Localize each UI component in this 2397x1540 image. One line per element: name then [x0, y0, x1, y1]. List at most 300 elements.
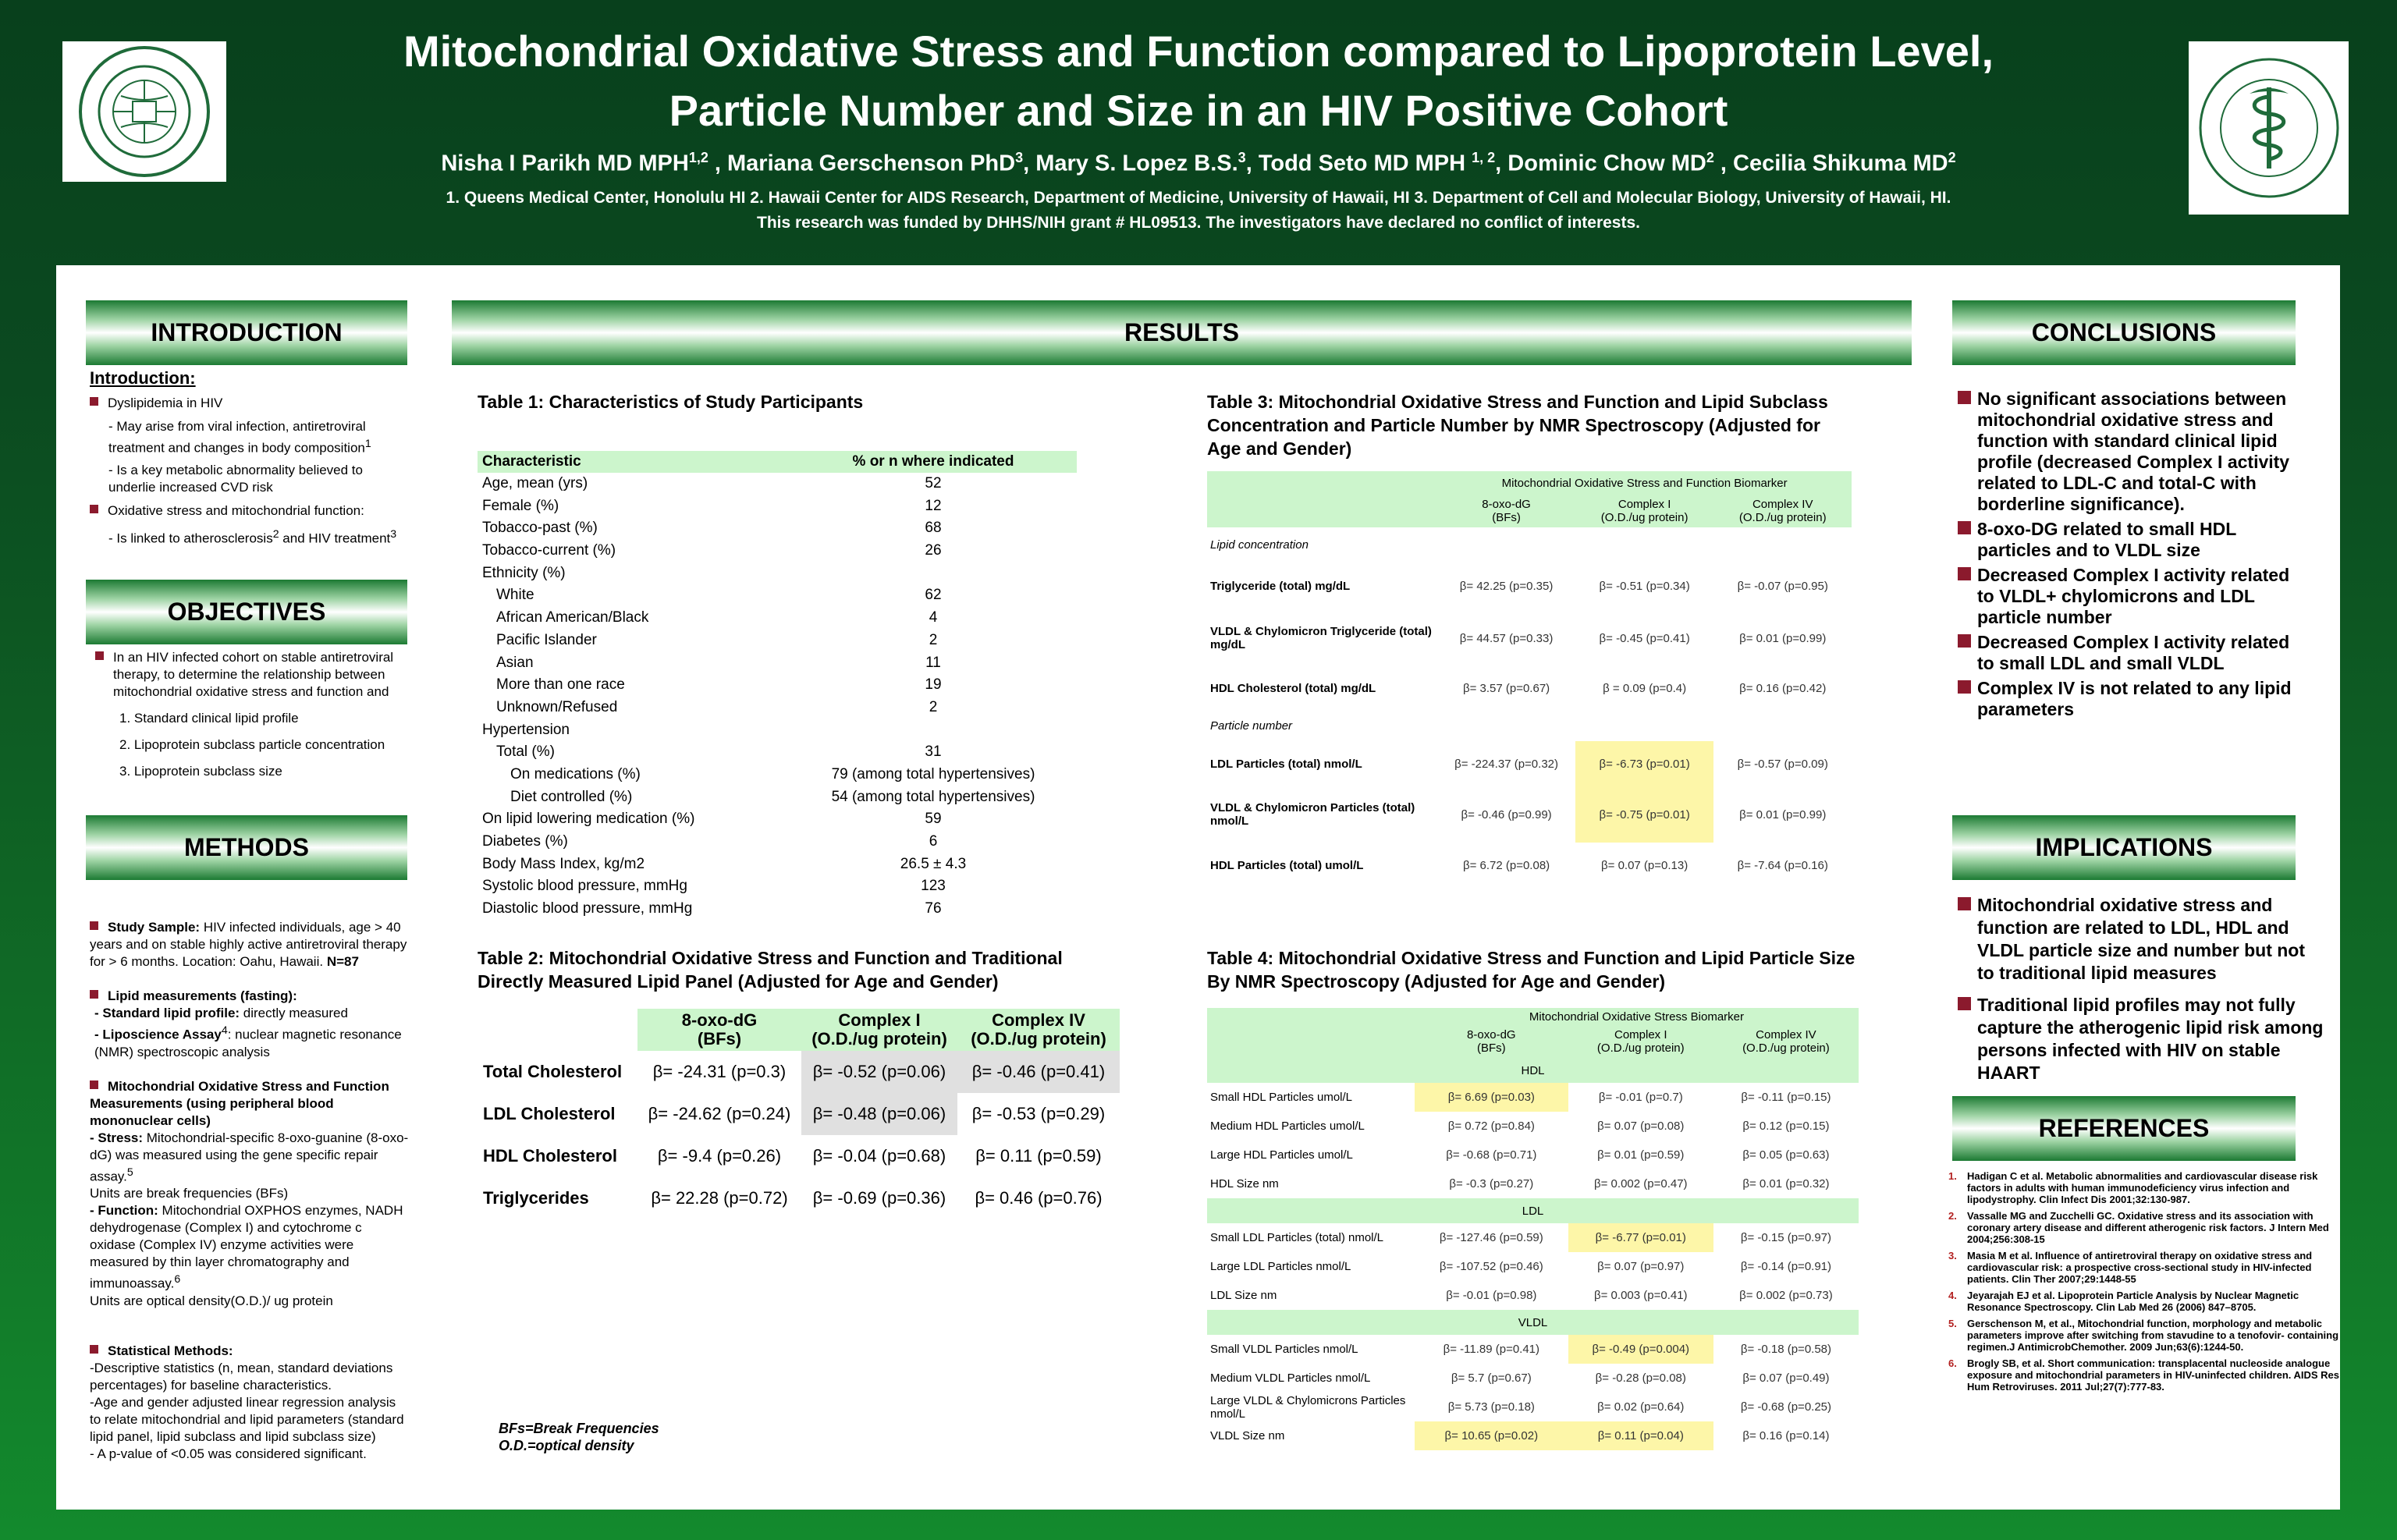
- table4-cell: β= 0.002 (p=0.47): [1594, 1177, 1688, 1190]
- intro-sub-1: - May arise from viral infection, antiretroviral treatment and changes in body composition: [108, 419, 366, 456]
- table3-cell: β= -0.46 (p=0.99): [1461, 807, 1552, 821]
- table1-label: Age, mean (yrs): [482, 475, 588, 491]
- header-line: (O.D./ug protein): [1596, 1041, 1685, 1055]
- table4-cell: β= 5.7 (p=0.67): [1451, 1371, 1532, 1385]
- bullet-icon: [1958, 634, 1971, 648]
- table3-cell: β= 0.01 (p=0.99): [1739, 807, 1827, 821]
- bullet-icon: [95, 651, 104, 660]
- table3-cell: β = 0.09 (p=0.4): [1603, 681, 1687, 695]
- table3-title-line: Table 3: Mitochondrial Oxidative Stress and Function and Lipid Subclass: [1207, 392, 1828, 412]
- bullet-icon: [90, 1345, 98, 1354]
- table2-cell: β= -24.31 (p=0.3): [652, 1062, 787, 1081]
- table1-label: Systolic blood pressure, mmHg: [482, 878, 687, 895]
- conclusion-item: [1958, 678, 2301, 720]
- table2-header-row: [474, 1009, 1120, 1051]
- table4-row: [1207, 1252, 1859, 1281]
- table1: [478, 451, 1077, 921]
- intro-bullet-1: Dyslipidemia in HIV: [108, 396, 223, 410]
- table1-row: [478, 898, 1077, 921]
- implication-item-text: Mitochondrial oxidative stress and function are related to LDL, HDL and VLDL particle size and number but not to traditional lipid measures: [1977, 895, 2306, 983]
- table4-row-label: Large HDL Particles umol/L: [1210, 1148, 1353, 1162]
- methods-lipid-b-label: - Liposcience Assay: [94, 1027, 222, 1042]
- bullet-icon: [1958, 997, 1971, 1010]
- author-name: Mary S. Lopez B.S.: [1035, 151, 1238, 176]
- table3-group-label: Lipid concentration: [1210, 538, 1309, 552]
- header-line: (O.D./ug protein): [1600, 511, 1689, 524]
- table4-title-line: Table 4: Mitochondrial Oxidative Stress and Function and Lipid Particle Size: [1207, 948, 1855, 968]
- table1-value: 54 (among total hypertensives): [831, 788, 1035, 805]
- table1-value: 26: [925, 542, 942, 559]
- table1-row: [478, 697, 1077, 719]
- table1-row: [478, 630, 1077, 652]
- table4-cell: β= 0.05 (p=0.63): [1742, 1148, 1830, 1162]
- table3-cell: β= 6.72 (p=0.08): [1462, 858, 1550, 872]
- header-line: (O.D./ug protein): [1742, 1041, 1830, 1055]
- poster-title: [234, 22, 2163, 140]
- table1-value: 6: [929, 833, 938, 850]
- table3-title: [1207, 390, 1828, 460]
- table1-value: 76: [925, 900, 942, 917]
- bullet-icon: [90, 505, 98, 513]
- intro-sub-3a: - Is linked to atherosclerosis: [108, 530, 273, 546]
- table3-cell: β= -6.73 (p=0.01): [1575, 741, 1714, 786]
- table4-cell: β= 6.69 (p=0.03): [1415, 1083, 1568, 1112]
- intro-bullet-2: Oxidative stress and mitochondrial function:: [108, 502, 364, 518]
- funding-text: This research was funded by DHHS/NIH grant # HL09513. The investigators have declared no conflict of interests.: [757, 214, 1640, 232]
- table1-row: [478, 495, 1077, 518]
- table3-col-header: [1437, 495, 1575, 527]
- author-name: Cecilia Shikuma MD: [1733, 151, 1948, 176]
- methods-stats-line: -Age and gender adjusted linear regression analysis to relate mitochondrial and lipid parameters (standard lipid panel, lipid subclass and lipid subclass size): [90, 1394, 404, 1444]
- table2-row: [474, 1093, 1120, 1135]
- table2-row-label: HDL Cholesterol: [483, 1146, 617, 1166]
- table4-col-header: [1568, 1025, 1713, 1058]
- conclusion-item-text: Complex IV is not related to any lipid parameters: [1977, 678, 2292, 719]
- implications-header: IMPLICATIONS: [1952, 815, 2296, 880]
- author-affiliation-sup: 1,2: [688, 150, 708, 165]
- header-line: 8-oxo-dG: [1482, 498, 1531, 511]
- table1-row: [478, 652, 1077, 675]
- table1-label: Diabetes (%): [482, 833, 568, 850]
- conclusions-list: [1958, 389, 2301, 724]
- reference-number: 4.: [1948, 1290, 1957, 1301]
- table4-cell: β= 0.72 (p=0.84): [1447, 1120, 1535, 1133]
- table3-row: [1207, 666, 1852, 710]
- table2-cell: β= -24.62 (p=0.24): [648, 1104, 791, 1123]
- table4-row: [1207, 1169, 1859, 1198]
- conclusion-item-text: Decreased Complex I activity related to VLDL+ chylomicrons and LDL particle number: [1977, 565, 2290, 627]
- table4-row-label: Small HDL Particles umol/L: [1210, 1091, 1352, 1104]
- objective-item: 1. Standard clinical lipid profile: [119, 711, 299, 726]
- poster-body: [56, 265, 2340, 1510]
- table2: [474, 1009, 1120, 1219]
- table1-value: 52: [925, 475, 942, 491]
- conclusion-item: [1958, 565, 2301, 628]
- header-line: Complex I: [1614, 1028, 1667, 1041]
- reference-number: 6.: [1948, 1357, 1957, 1369]
- table1-value: 4: [929, 609, 938, 626]
- table2-row: [474, 1177, 1120, 1219]
- header-line: 8-oxo-dG: [1467, 1028, 1516, 1041]
- header-line: Complex IV: [1756, 1028, 1816, 1041]
- table1-row: [478, 584, 1077, 607]
- table3-cell: β= -0.57 (p=0.09): [1737, 757, 1828, 771]
- bullet-icon: [1958, 567, 1971, 580]
- table2-corner: [474, 1009, 637, 1051]
- bullet-icon: [90, 1080, 98, 1089]
- table4-cell: β= 0.003 (p=0.41): [1594, 1289, 1688, 1302]
- implication-item-text: Traditional lipid profiles may not fully capture the atherogenic lipid risk among persons infected with HIV on stable HAART: [1977, 995, 2324, 1083]
- author-name: Todd Seto MD MPH: [1258, 151, 1472, 176]
- table3-group-label: Particle number: [1210, 719, 1293, 733]
- table1-header-row: [478, 451, 1077, 473]
- bullet-icon: [1958, 680, 1971, 694]
- table2-cell: β= 0.11 (p=0.59): [975, 1146, 1102, 1166]
- footnote-bf: BFs=Break Frequencies: [499, 1421, 659, 1436]
- implication-item: [1958, 894, 2324, 985]
- table1-row: [478, 786, 1077, 809]
- table4-cell: β= 5.73 (p=0.18): [1447, 1400, 1535, 1414]
- table3-cell: β= 42.25 (p=0.35): [1459, 579, 1554, 593]
- table1-row: [478, 540, 1077, 562]
- table4-group-label: VLDL: [1207, 1310, 1859, 1335]
- header-line: Complex IV: [1752, 498, 1813, 511]
- reference-text: Vassalle MG and Zucchelli GC. Oxidative stress and its association with coronary artery disease and different atherogenic risk factors. J Intern Med 2004;256:308-15: [1967, 1210, 2329, 1245]
- references-list: [1948, 1170, 2342, 1397]
- table4-cell: β= -0.15 (p=0.97): [1740, 1231, 1832, 1244]
- bullet-icon: [90, 397, 98, 406]
- author-affiliation-sup: 3: [1015, 150, 1024, 165]
- table4-row: [1207, 1421, 1859, 1450]
- methods-stress-label: - Stress:: [90, 1130, 144, 1145]
- author-separator: ,: [1713, 151, 1734, 176]
- table4-row: [1207, 1281, 1859, 1310]
- table1-label: Tobacco-past (%): [482, 520, 598, 537]
- methods-study-text: HIV infected individuals, age > 40 years and on stable highly active antiretroviral therapy for > 6 months. Location: Oahu, Hawaii.: [90, 920, 407, 969]
- table1-value: 2: [929, 698, 938, 715]
- table3-row: [1207, 786, 1852, 843]
- reference-text: Hadigan C et al. Metabolic abnormalities and cardiovascular disease risk factors in adults with human immunodeficiency virus infection and lipodystrophy. Clin Infect Dis 2001;32:130-987.: [1967, 1170, 2318, 1205]
- table1-label: Body Mass Index, kg/m2: [482, 855, 645, 872]
- table3-cell: β= 44.57 (p=0.33): [1459, 631, 1554, 645]
- author-name: Nisha I Parikh MD MPH: [441, 151, 689, 176]
- reference-item: [1948, 1290, 2342, 1313]
- table1-row: [478, 853, 1077, 876]
- table4-row-label: Small VLDL Particles nmol/L: [1210, 1343, 1358, 1356]
- table4-row: [1207, 1083, 1859, 1112]
- bullet-icon: [1958, 521, 1971, 534]
- table3-group-row: [1207, 527, 1852, 562]
- footnote-od: O.D.=optical density: [499, 1438, 634, 1453]
- table3-colheader-row: [1207, 495, 1852, 527]
- table1-row: [478, 517, 1077, 540]
- reference-number: 1.: [1948, 1170, 1957, 1182]
- table4-title: [1207, 946, 1855, 993]
- methods-lipid-a-text: directly measured: [240, 1006, 348, 1020]
- table4-cell: β= 0.01 (p=0.59): [1597, 1148, 1685, 1162]
- author-affiliation-sup: 2: [1706, 150, 1714, 165]
- table3-cell: β= -7.64 (p=0.16): [1737, 858, 1828, 872]
- table1-label: Hypertension: [482, 721, 570, 738]
- table1-row: [478, 831, 1077, 853]
- table2-title: [478, 946, 1063, 993]
- table3-cell: β= -224.37 (p=0.32): [1454, 757, 1558, 771]
- conclusion-item-text: No significant associations between mitochondrial oxidative stress and function with standard clinical lipid profile (decreased Complex I activity related to LDL-C and total-C with borderline significance).: [1977, 389, 2290, 514]
- table2-col-complex1: [801, 1009, 957, 1051]
- table3-cell: β= -0.75 (p=0.01): [1575, 786, 1714, 843]
- table-corner: [1207, 495, 1437, 527]
- table3-cell: β= -0.45 (p=0.41): [1599, 631, 1690, 645]
- table1-label: African American/Black: [496, 609, 649, 626]
- intro-sub-3b: and HIV treatment: [279, 530, 391, 546]
- author-separator: ,: [1023, 151, 1036, 176]
- table1-value: 26.5 ± 4.3: [900, 855, 967, 872]
- table1-value: 79 (among total hypertensives): [831, 765, 1035, 782]
- table2-col-8oxodg: [637, 1009, 801, 1051]
- methods-lipid-a-label: - Standard lipid profile:: [94, 1006, 240, 1020]
- table1-label: White: [496, 587, 534, 604]
- objective-item: 3. Lipoprotein subclass size: [119, 764, 282, 779]
- table2-cell: β= -0.69 (p=0.36): [812, 1188, 946, 1208]
- table2-cell: β= -0.04 (p=0.68): [812, 1146, 946, 1166]
- table4-cell: β= -0.68 (p=0.71): [1446, 1148, 1537, 1162]
- table1-value: 68: [925, 520, 942, 537]
- conclusion-item-text: 8-oxo-DG related to small HDL particles and to VLDL size: [1977, 519, 2236, 560]
- table1-row: [478, 875, 1077, 898]
- table2-row: [474, 1135, 1120, 1177]
- author-separator: ,: [1495, 151, 1508, 176]
- table1-label: On medications (%): [510, 765, 641, 782]
- table2-cell: β= 0.46 (p=0.76): [975, 1188, 1103, 1208]
- header-line: (O.D./ug protein): [971, 1029, 1106, 1049]
- table4-cell: β= -0.18 (p=0.58): [1740, 1343, 1832, 1356]
- table1-row: [478, 741, 1077, 764]
- table4-cell: β= -127.46 (p=0.59): [1439, 1231, 1543, 1244]
- reference-text: Brogly SB, et al. Short communication: transplacental nucleoside analogue exposure and mitochondrial parameters in HIV-uninfected children. AIDS Res Hum Retroviruses. 2011 Jul;27(7):777-83.: [1967, 1357, 2340, 1393]
- table1-value: [790, 562, 1077, 585]
- table3-row: [1207, 843, 1852, 888]
- author-affiliation-sup: 2: [1948, 150, 1956, 165]
- table2-cell: β= -0.52 (p=0.06): [801, 1051, 957, 1093]
- introduction-text: [90, 370, 402, 547]
- table4-cell: β= 0.07 (p=0.49): [1742, 1371, 1830, 1385]
- table4-row: [1207, 1141, 1859, 1169]
- reference-item: [1948, 1357, 2342, 1393]
- table4-group-label: HDL: [1207, 1058, 1859, 1083]
- table1-row: [478, 674, 1077, 697]
- introduction-header: INTRODUCTION: [86, 300, 407, 365]
- table4-col-header: [1415, 1025, 1568, 1058]
- table4-cell: β= -0.3 (p=0.27): [1449, 1177, 1534, 1190]
- table1-label: Tobacco-current (%): [482, 542, 616, 559]
- table3-row: [1207, 610, 1852, 666]
- reference-number: 5.: [1948, 1318, 1957, 1329]
- header-line: Complex IV: [992, 1010, 1085, 1030]
- table1-value: 19: [925, 676, 942, 694]
- table1-label: More than one race: [496, 676, 625, 694]
- table4-cell: β= -0.01 (p=0.7): [1598, 1091, 1683, 1104]
- table3-cell: β= 0.07 (p=0.13): [1601, 858, 1689, 872]
- methods-text: [90, 919, 410, 1463]
- table4-cell: β= -0.14 (p=0.91): [1740, 1260, 1832, 1273]
- intro-sup: 3: [390, 527, 397, 541]
- table3-row-label: HDL Cholesterol (total) mg/dL: [1210, 681, 1376, 695]
- table4-row-label: Small LDL Particles (total) nmol/L: [1210, 1231, 1384, 1244]
- table1-value: 62: [925, 587, 942, 604]
- table4-title-line: By NMR Spectroscopy (Adjusted for Age and Gender): [1207, 971, 1665, 992]
- header-line: (O.D./ug protein): [1738, 511, 1827, 524]
- header-line: Complex I: [838, 1010, 921, 1030]
- bullet-icon: [1958, 391, 1971, 404]
- table1-label: Unknown/Refused: [496, 698, 618, 715]
- table1-label: On lipid lowering medication (%): [482, 811, 695, 828]
- table4-cell: β= 0.01 (p=0.32): [1742, 1177, 1830, 1190]
- methods-sup: 4: [221, 1024, 228, 1037]
- author-name: Mariana Gerschenson PhD: [727, 151, 1016, 176]
- methods-lipid-label: Lipid measurements (fasting):: [108, 988, 297, 1003]
- table1-label: Female (%): [482, 497, 559, 514]
- table2-title-line: Table 2: Mitochondrial Oxidative Stress and Function and Traditional: [478, 948, 1063, 968]
- table1-col-value: % or n where indicated: [852, 453, 1014, 470]
- conclusion-item: [1958, 632, 2301, 674]
- reference-item: [1948, 1250, 2342, 1285]
- table1-col-characteristic: Characteristic: [482, 453, 581, 470]
- table1-value: 31: [925, 743, 942, 761]
- table3-row-label: HDL Particles (total) umol/L: [1210, 858, 1364, 872]
- bullet-icon: [90, 921, 98, 930]
- conclusions-header: CONCLUSIONS: [1952, 300, 2296, 365]
- table3-cell: β= -0.51 (p=0.34): [1599, 579, 1690, 593]
- table1-value: 11: [925, 654, 941, 671]
- table4-cell: β= -107.52 (p=0.46): [1439, 1260, 1543, 1273]
- header-line: 8-oxo-dG: [681, 1010, 758, 1030]
- table3-group-row: [1207, 710, 1852, 741]
- table4-cell: β= -0.28 (p=0.08): [1595, 1371, 1686, 1385]
- reference-item: [1948, 1170, 2342, 1205]
- methods-study-label: Study Sample:: [108, 920, 201, 935]
- table2-row-label: Total Cholesterol: [483, 1062, 623, 1081]
- reference-text: Masia M et al. Influence of antiretroviral therapy on oxidative stress and cardiovascular risk: a prospective cross-sectional study in HIV-infected patients. Clin Ther 2007;29:1448-55: [1967, 1250, 2313, 1285]
- methods-n: N=87: [326, 954, 359, 969]
- methods-lipid-b-text: : nuclear magnetic resonance (NMR) spectroscopic analysis: [94, 1027, 402, 1059]
- table1-row: [478, 719, 1077, 742]
- table4-cell: β= 10.65 (p=0.02): [1415, 1421, 1568, 1450]
- table1-label: Diet controlled (%): [510, 788, 633, 805]
- table2-cell: β= -0.46 (p=0.41): [957, 1051, 1120, 1093]
- table-corner: [1207, 471, 1437, 495]
- table4-row-label: Large LDL Particles nmol/L: [1210, 1260, 1351, 1273]
- methods-stats-line: - A p-value of <0.05 was considered significant.: [90, 1446, 367, 1461]
- table4-cell: β= 0.07 (p=0.97): [1597, 1260, 1685, 1273]
- table1-title: Table 1: Characteristics of Study Participants: [478, 392, 864, 412]
- university-of-hawaii-seal-logo: [62, 41, 226, 182]
- table1-row: [478, 764, 1077, 786]
- references-header: REFERENCES: [1952, 1096, 2296, 1161]
- table3-row: [1207, 562, 1852, 610]
- table4-cell: β= 0.12 (p=0.15): [1742, 1120, 1830, 1133]
- table4-row-label: VLDL Size nm: [1210, 1429, 1285, 1442]
- table4-row-label: Medium VLDL Particles nmol/L: [1210, 1371, 1371, 1385]
- reference-text: Gerschenson M, et al., Mitochondrial function, morphology and metabolic parameters improve after switching from stavudine to a tenofovir- containing regimen.J AntimicrobChemother. 2009 Jun;63(6):1244-50.: [1967, 1318, 2339, 1353]
- table3-cell: β= -0.07 (p=0.95): [1737, 579, 1828, 593]
- intro-sub-2: - Is a key metabolic abnormality believed to underlie increased CVD risk: [108, 462, 363, 495]
- table1-row: [478, 808, 1077, 831]
- table1-label: Ethnicity (%): [482, 564, 566, 581]
- table1-row: [478, 473, 1077, 495]
- table4-cell: β= -0.11 (p=0.15): [1741, 1091, 1831, 1104]
- methods-stress-units: Units are break frequencies (BFs): [90, 1186, 289, 1201]
- implications-list: [1958, 894, 2324, 1094]
- table4-cell: β= -0.49 (p=0.004): [1568, 1335, 1713, 1364]
- table-corner: [1207, 1025, 1415, 1058]
- methods-stress-text: Mitochondrial-specific 8-oxo-guanine (8-oxo-dG) was measured using the gene specific repair assay.: [90, 1130, 409, 1184]
- table1-label: Total (%): [496, 743, 555, 761]
- table4: [1207, 1008, 1859, 1450]
- methods-header: METHODS: [86, 815, 407, 880]
- table3-row-label: Triglyceride (total) mg/dL: [1210, 579, 1351, 593]
- table4-row-label: HDL Size nm: [1210, 1177, 1279, 1190]
- table3-row-label: VLDL & Chylomicron Triglyceride (total) mg/dL: [1210, 625, 1432, 651]
- table4-row: [1207, 1112, 1859, 1141]
- table3-cell: β= 0.16 (p=0.42): [1739, 681, 1827, 695]
- table4-cell: β= 0.02 (p=0.64): [1597, 1400, 1685, 1414]
- table4-row-label: Medium HDL Particles umol/L: [1210, 1120, 1365, 1133]
- table4-biomarker-row: [1207, 1008, 1859, 1025]
- table4-cell: β= -11.89 (p=0.41): [1443, 1343, 1540, 1356]
- title-line-1: Mitochondrial Oxidative Stress and Function compared to Lipoprotein Level,: [403, 27, 1994, 76]
- objective-item: 2. Lipoprotein subclass particle concentration: [119, 737, 385, 752]
- poster-header: [0, 0, 2397, 257]
- table2-cell: β= -9.4 (p=0.26): [657, 1146, 782, 1166]
- introduction-heading: Introduction:: [90, 368, 196, 388]
- table4-row: [1207, 1335, 1859, 1364]
- table2-cell: β= -0.53 (p=0.29): [971, 1104, 1106, 1123]
- table3-col-header: [1713, 495, 1852, 527]
- table3-cell: β= 0.01 (p=0.99): [1739, 631, 1827, 645]
- table3-biomarker-row: [1207, 471, 1852, 495]
- author-name: Dominic Chow MD: [1507, 151, 1706, 176]
- methods-function-text: Mitochondrial OXPHOS enzymes, NADH dehydrogenase (Complex I) and cytochrome c oxidase (Complex IV) enzyme activities were measured by thin layer chromatography and immunoassay.: [90, 1203, 403, 1291]
- author-separator: ,: [708, 151, 728, 176]
- table4-cell: β= 0.07 (p=0.08): [1597, 1120, 1685, 1133]
- intro-sup: 2: [272, 527, 279, 541]
- table4-cell: β= -0.01 (p=0.98): [1446, 1289, 1537, 1302]
- table1-value: 59: [925, 811, 942, 828]
- implication-item: [1958, 994, 2324, 1084]
- table4-row: [1207, 1393, 1859, 1421]
- methods-mito-label: Mitochondrial Oxidative Stress and Function Measurements (using peripheral blood mononuclear cells): [90, 1078, 389, 1128]
- reference-item: [1948, 1210, 2342, 1245]
- table3-row-label: VLDL & Chylomicron Particles (total) nmol/L: [1210, 801, 1415, 828]
- reference-text: Jeyarajah EJ et al. Lipoprotein Particle Analysis by Nuclear Magnetic Resonance Spectroscopy. Clin Lab Med 26 (2006) 847–8705.: [1967, 1290, 2299, 1313]
- table4-cell: β= -0.68 (p=0.25): [1740, 1400, 1832, 1414]
- table3-row-label: LDL Particles (total) nmol/L: [1210, 757, 1362, 771]
- table4-row: [1207, 1223, 1859, 1252]
- bullet-icon: [1958, 897, 1971, 910]
- author-list: [234, 150, 2163, 177]
- table3-biomarker-header: Mitochondrial Oxidative Stress and Function Biomarker: [1437, 471, 1852, 495]
- table4-group-row: [1207, 1198, 1859, 1223]
- table4-col-header: [1713, 1025, 1859, 1058]
- objectives-intro: In an HIV infected cohort on stable antiretroviral therapy, to determine the relationship between mitochondrial oxidative stress and function and: [113, 650, 394, 699]
- table4-biomarker-header: Mitochondrial Oxidative Stress Biomarker: [1415, 1008, 1859, 1025]
- table1-label: Pacific Islander: [496, 631, 597, 648]
- header-line: (BFs): [697, 1029, 742, 1049]
- table2-row: [474, 1051, 1120, 1093]
- conclusion-item-text: Decreased Complex I activity related to small LDL and small VLDL: [1977, 632, 2290, 673]
- objectives-text: [90, 649, 402, 780]
- conclusion-item: [1958, 519, 2301, 561]
